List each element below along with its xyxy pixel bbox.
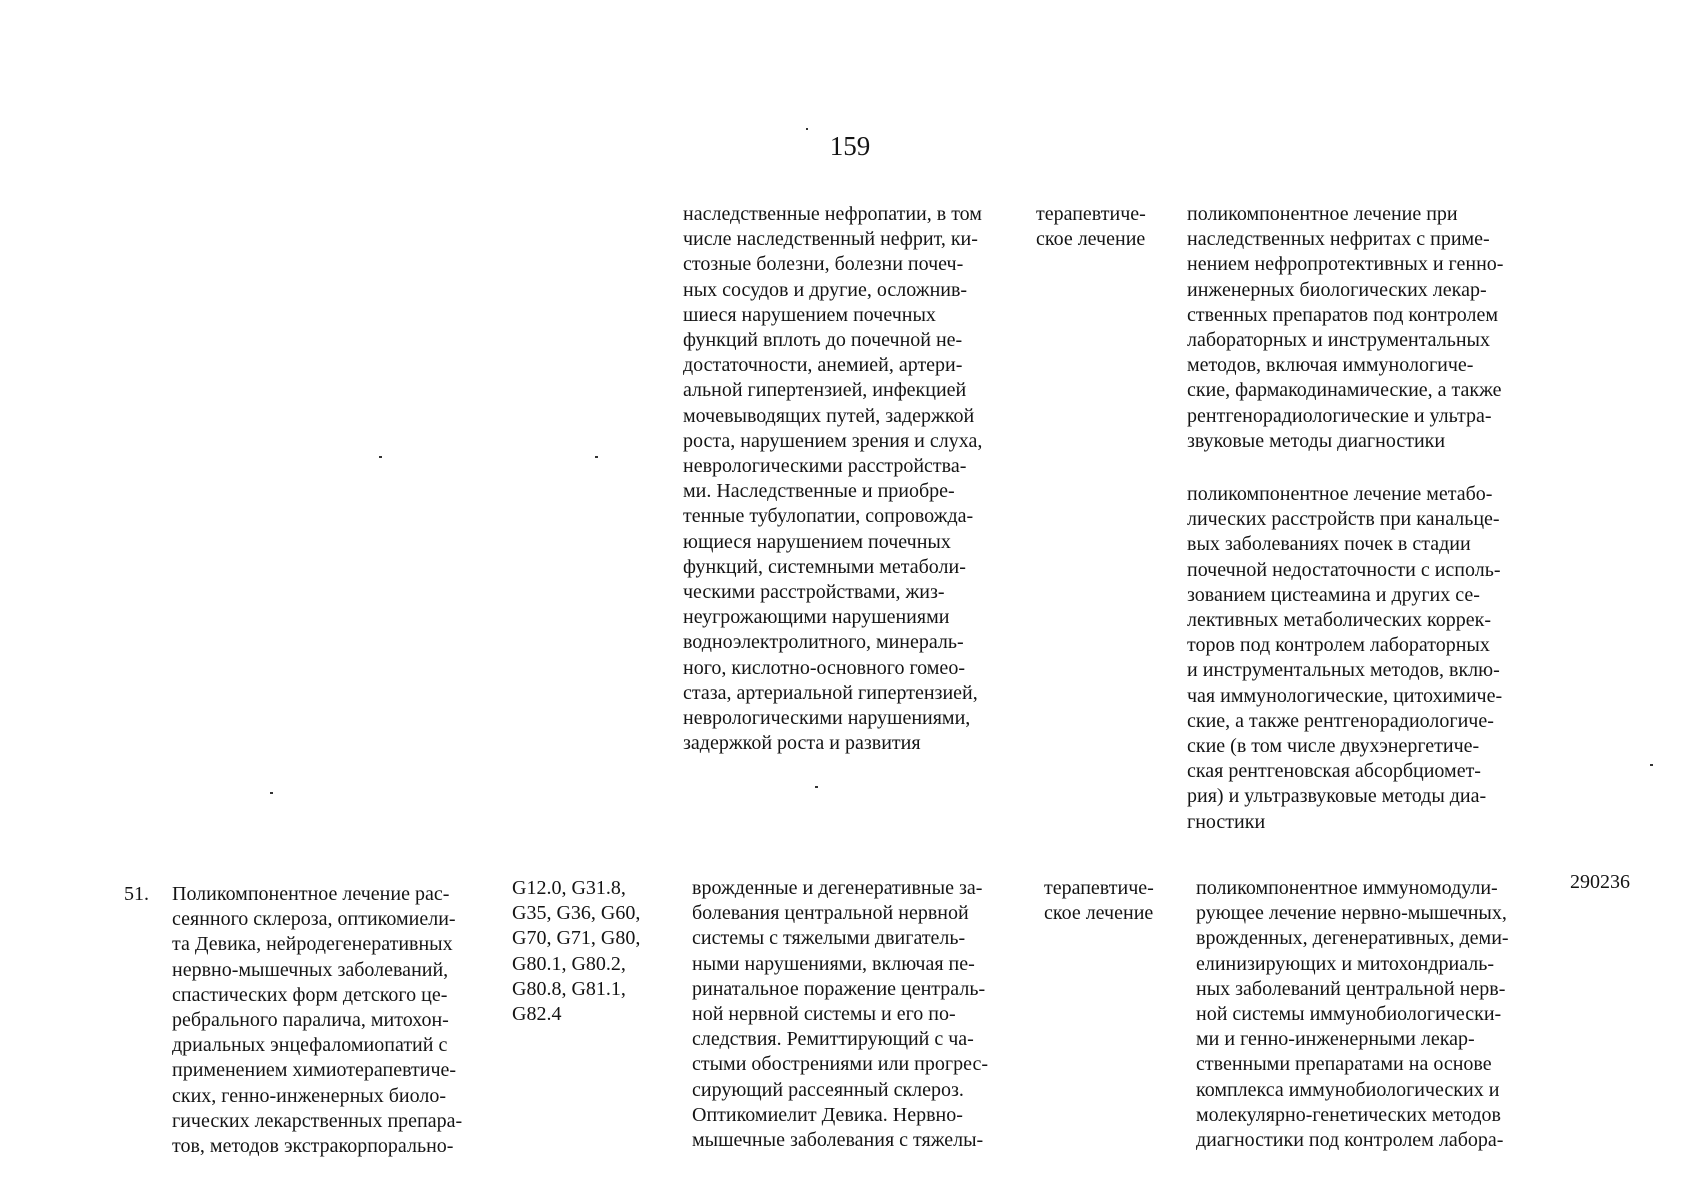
text-line: ребрального паралича, митохон- xyxy=(172,1009,449,1032)
text-line: поликомпонентное иммуномодули- xyxy=(1196,877,1498,899)
text-line: рия) и ультразвуковые методы диа- xyxy=(1187,785,1487,808)
text-line: мышечные заболевания с тяжелы- xyxy=(692,1129,984,1152)
text-line: спастических форм детского це- xyxy=(172,983,448,1006)
scan-speck xyxy=(595,456,598,458)
text-line: G35, G36, G60, xyxy=(512,902,641,925)
text-line: ринатальное поражение централь- xyxy=(692,977,986,1000)
text-line: сеянного склероза, оптикомиели- xyxy=(172,908,456,931)
text-line: елинизирующих и митохондриаль- xyxy=(1196,952,1495,975)
text-line: ных сосудов и другие, осложнив- xyxy=(683,278,968,301)
text-line: торов под контролем лабораторных xyxy=(1187,634,1490,657)
upper-method-2 xyxy=(1187,482,1502,835)
text-line: лабораторных и инструментальных xyxy=(1187,329,1490,352)
text-line: дриальных энцефаломиопатий с xyxy=(172,1034,448,1057)
text-line: неугрожающими нарушениями xyxy=(683,606,950,629)
text-line: гностики xyxy=(1187,810,1266,833)
text-line: лических расстройств при канальце- xyxy=(1187,508,1500,531)
scan-speck xyxy=(270,792,273,794)
upper-method-1 xyxy=(1187,202,1503,454)
text-line: ми и генно-инженерными лекар- xyxy=(1196,1028,1475,1051)
scan-speck xyxy=(1650,764,1653,766)
text-line: лективных метаболических коррек- xyxy=(1187,609,1492,632)
text-line: болевания центральной нервной xyxy=(692,902,969,925)
text-line: водноэлектролитного, минераль- xyxy=(683,631,964,654)
scan-speck xyxy=(815,786,818,788)
text-line: нением нефропротективных и генно- xyxy=(1187,253,1504,276)
text-line: мочевыводящих путей, задержкой xyxy=(683,404,975,427)
text-line: тов, методов экстракорпорально- xyxy=(172,1135,454,1158)
row-number: 51. xyxy=(124,883,149,905)
text-line: ных заболеваний центральной нерв- xyxy=(1196,977,1506,1000)
text-line: стозные болезни, болезни почеч- xyxy=(683,253,964,276)
text-line: ских, генно-инженерных биоло- xyxy=(172,1084,446,1107)
scan-speck xyxy=(379,456,382,458)
row-diseases xyxy=(692,876,988,1153)
text-line: методов, включая иммунологиче- xyxy=(1187,354,1474,377)
text-line: диагностики под контролем лабора- xyxy=(1196,1129,1504,1152)
text-line: G12.0, G31.8, xyxy=(512,877,626,899)
text-line: гических лекарственных препара- xyxy=(172,1109,463,1132)
text-line: G70, G71, G80, xyxy=(512,927,641,950)
text-line: стаза, артериальной гипертензией, xyxy=(683,681,978,704)
row-cost: 290236 xyxy=(1570,871,1630,893)
text-line: почечной недостаточности с исполь- xyxy=(1187,558,1501,581)
text-line: ское лечение xyxy=(1044,902,1154,925)
page-number: 159 xyxy=(829,131,871,161)
text-line: ские, фармакодинамические, а также xyxy=(1187,379,1502,402)
text-line: задержкой роста и развития xyxy=(683,732,921,755)
text-line: ственных препаратов под контролем xyxy=(1187,303,1499,326)
text-line: и инструментальных методов, вклю- xyxy=(1187,659,1500,682)
text-line: ческими расстройствами, жиз- xyxy=(683,581,945,604)
upper-treatment-type xyxy=(1036,202,1146,252)
text-line: вых заболеваниях почек в стадии xyxy=(1187,533,1471,556)
text-line: поликомпонентное лечение метабо- xyxy=(1187,483,1493,505)
scan-speck xyxy=(806,128,808,130)
text-line: шиеся нарушением почечных xyxy=(683,303,936,326)
text-line: ного, кислотно-основного гомео- xyxy=(683,656,965,679)
text-line: тенные тубулопатии, сопровожда- xyxy=(683,505,974,528)
text-line: врожденных, дегенеративных, деми- xyxy=(1196,927,1509,950)
text-line: функций, системными метаболи- xyxy=(683,555,966,578)
row-method xyxy=(1196,876,1509,1153)
text-line: неврологическими нарушениями, xyxy=(683,707,971,730)
text-line: стыми обострениями или прогрес- xyxy=(692,1053,988,1076)
row-icd-codes xyxy=(512,876,640,1027)
text-line: наследственных нефритах с приме- xyxy=(1187,228,1490,251)
text-line: роста, нарушением зрения и слуха, xyxy=(683,429,983,452)
text-line: поликомпонентное лечение при xyxy=(1187,203,1458,225)
text-line: достаточности, анемией, артери- xyxy=(683,354,963,377)
text-line: числе наследственный нефрит, ки- xyxy=(683,228,978,251)
text-line: рующее лечение нервно-мышечных, xyxy=(1196,902,1507,925)
row-name xyxy=(172,882,462,1159)
text-line: Поликомпонентное лечение рас- xyxy=(172,883,450,905)
text-line: комплекса иммунобиологических и xyxy=(1196,1078,1500,1101)
text-line: ной системы иммунобиологически- xyxy=(1196,1003,1502,1026)
text-line: ной нервной системы и его по- xyxy=(692,1003,956,1026)
text-line: функций вплоть до почечной не- xyxy=(683,329,963,352)
text-line: сирующий рассеянный склероз. xyxy=(692,1078,964,1101)
text-line: та Девика, нейродегенеративных xyxy=(172,933,453,956)
text-line: ными нарушениями, включая пе- xyxy=(692,952,975,975)
text-line: ская рентгеновская абсорбциомет- xyxy=(1187,760,1481,783)
text-line: инженерных биологических лекар- xyxy=(1187,278,1487,301)
text-line: ственными препаратами на основе xyxy=(1196,1053,1492,1076)
text-line: ские, а также рентгенорадиологиче- xyxy=(1187,709,1494,732)
text-line: ские (в том числе двухэнергетиче- xyxy=(1187,735,1480,758)
text-line: рентгенорадиологические и ультра- xyxy=(1187,404,1492,427)
text-line: врожденные и дегенеративные за- xyxy=(692,877,983,899)
text-line: ми. Наследственные и приобре- xyxy=(683,480,955,503)
text-line: следствия. Ремиттирующий с ча- xyxy=(692,1028,974,1051)
text-line: зованием цистеамина и других се- xyxy=(1187,583,1480,606)
row-treatment-type xyxy=(1044,876,1154,926)
text-line: звуковые методы диагностики xyxy=(1187,429,1446,452)
text-line: молекулярно-генетических методов xyxy=(1196,1103,1501,1126)
text-line: ское лечение xyxy=(1036,228,1146,251)
text-line: нервно-мышечных заболеваний, xyxy=(172,958,449,981)
text-line: Оптикомиелит Девика. Нервно- xyxy=(692,1103,963,1126)
text-line: G82.4 xyxy=(512,1003,562,1026)
text-line: ющиеся нарушением почечных xyxy=(683,530,951,553)
text-line: терапевтиче- xyxy=(1036,203,1146,225)
text-line: системы с тяжелыми двигатель- xyxy=(692,927,966,950)
text-line: G80.1, G80.2, xyxy=(512,952,626,975)
text-line: альной гипертензией, инфекцией xyxy=(683,379,967,402)
upper-diseases-column xyxy=(683,202,982,756)
text-line: применением химиотерапевтиче- xyxy=(172,1059,457,1082)
text-line: G80.8, G81.1, xyxy=(512,977,626,1000)
text-line: терапевтиче- xyxy=(1044,877,1154,899)
text-line: наследственные нефропатии, в том xyxy=(683,203,982,225)
text-line: чая иммунологические, цитохимиче- xyxy=(1187,684,1503,707)
text-line: неврологическими расстройства- xyxy=(683,455,967,478)
